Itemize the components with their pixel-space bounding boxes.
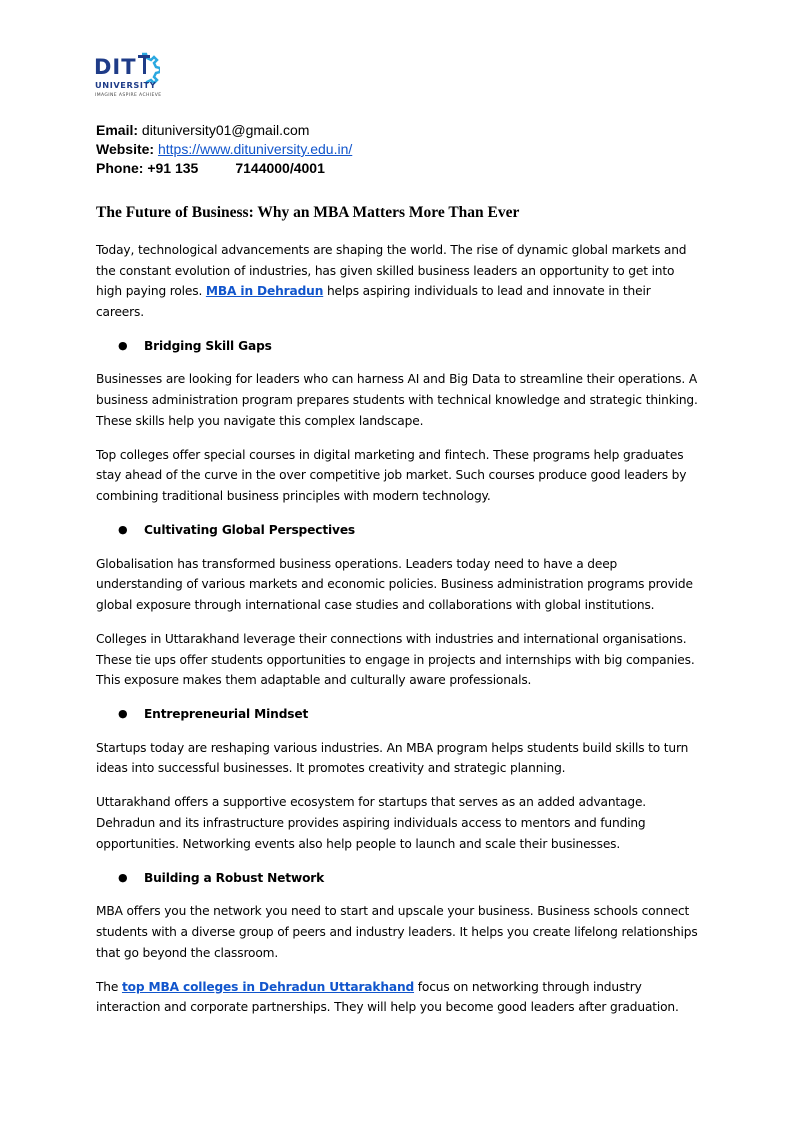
- email-value: dituniversity01@gmail.com: [141, 122, 310, 138]
- phone-line: [96, 159, 352, 178]
- section-heading-network: [96, 868, 702, 889]
- university-logo: [94, 52, 162, 108]
- heading-text: Entrepreneurial Mindset: [144, 707, 309, 722]
- intro-paragraph: [96, 240, 702, 322]
- heading-text: Building a Robust Network: [144, 870, 325, 885]
- intro-text-a: Today, technological advancements are shaping the world. The rise of dynamic global markets and the constant evolution of industries, has given skilled business leaders an opportunity to get into high paying roles.: [96, 243, 687, 299]
- phone-label: Phone:: [96, 160, 144, 176]
- website-line: [96, 140, 352, 159]
- section-heading-global: [96, 520, 702, 541]
- phone-code: +91 135: [147, 160, 199, 176]
- bullet-icon: ●: [118, 338, 128, 352]
- paragraph: Globalisation has transformed business operations. Leaders today need to have a deep understanding of various markets and economic policies. Business administration programs provide global exposure through international case studies and collaborations with global institutions.: [96, 556, 693, 612]
- top-mba-colleges-link[interactable]: top MBA colleges in Dehradun Uttarakhand: [121, 979, 415, 994]
- contact-block: [96, 121, 352, 178]
- logo-subtitle: UNIVERSITY: [95, 80, 157, 90]
- article-body: [96, 240, 702, 1031]
- heading-text: Cultivating Global Perspectives: [144, 523, 356, 538]
- intro-text-b: helps aspiring individuals to lead and innovate in their careers.: [96, 284, 651, 319]
- closing-text-b: focus on networking through industry interaction and corporate partnerships. They will help you become good leaders after graduation.: [96, 979, 679, 1015]
- paragraph: Uttarakhand offers a supportive ecosystem for startups that serves as an added advantage. Dehradun and its infrastructure provides aspiring individuals access to mentors and funding opportunities. Networking events also help people to launch and scale their businesses.: [96, 795, 647, 851]
- paragraph: MBA offers you the network you need to start and upscale your business. Business schools connect students with a diverse group of peers and industry leaders. It helps you create lifelong relationships that go beyond the classroom.: [96, 904, 698, 960]
- section-heading-entrepreneurial: [96, 704, 702, 725]
- mba-dehradun-link[interactable]: MBA in Dehradun: [205, 284, 324, 299]
- email-line: [96, 121, 352, 140]
- paragraph: Businesses are looking for leaders who can harness AI and Big Data to streamline their operations. A business administration program prepares students with technical knowledge and strategic thinking. These skills help you navigate this complex landscape.: [96, 372, 698, 428]
- bullet-icon: ●: [118, 707, 128, 721]
- logo-wordmark: DIT: [94, 55, 137, 79]
- logo-tagline: IMAGINE ASPIRE ACHIEVE: [95, 93, 162, 98]
- section-heading-skill-gaps: [96, 336, 702, 357]
- bullet-icon: ●: [118, 870, 128, 884]
- closing-text-a: The: [96, 979, 122, 994]
- email-label: Email:: [96, 122, 139, 138]
- paragraph: Colleges in Uttarakhand leverage their connections with industries and international organisations. These tie ups offer students opportunities to engage in projects and internships with big companies. This exposure makes them adaptable and culturally aware professionals.: [96, 631, 695, 688]
- bullet-icon: ●: [118, 523, 128, 537]
- article-title: The Future of Business: Why an MBA Matters More Than Ever: [96, 204, 520, 221]
- paragraph: Startups today are reshaping various industries. An MBA program helps students build skills to turn ideas into successful businesses. It promotes creativity and strategic planning.: [96, 740, 689, 776]
- paragraph: Top colleges offer special courses in digital marketing and fintech. These programs help graduates stay ahead of the curve in the over competitive job market. Such courses produce good leaders by combining traditional business principles with modern technology.: [96, 447, 687, 503]
- website-label: Website:: [96, 141, 155, 157]
- website-link[interactable]: https://www.dituniversity.edu.in/: [157, 141, 353, 157]
- phone-number: 7144000/4001: [235, 160, 325, 176]
- heading-text: Bridging Skill Gaps: [144, 338, 272, 353]
- closing-paragraph: [96, 977, 702, 1018]
